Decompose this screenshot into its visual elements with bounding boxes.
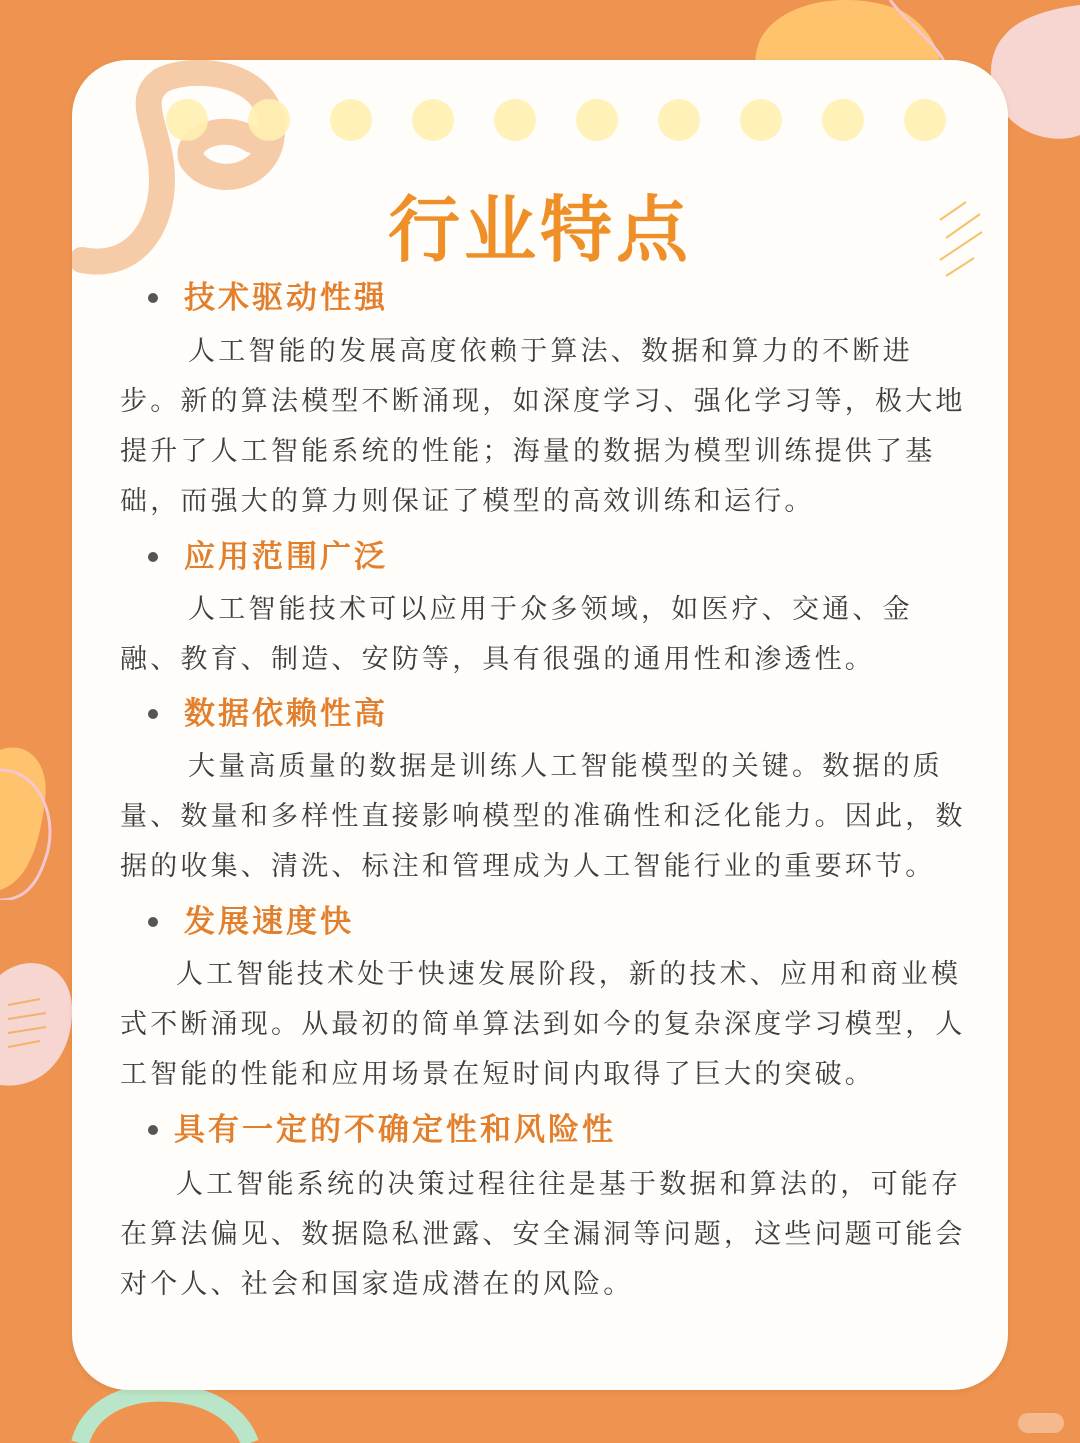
section-body-wide-application: 人工智能技术可以应用于众多领域，如医疗、交通、金融、教育、制造、安防等，具有很强的通用性和渗透性。 (120, 594, 913, 675)
yellow-blob-left (0, 740, 60, 900)
mint-ring-bottom (70, 1385, 260, 1443)
bullet-icon (148, 709, 158, 719)
page-title: 行业特点 (387, 188, 692, 272)
bullet-icon (148, 1125, 158, 1135)
section-heading-wide-application: 应用范围广泛 (148, 537, 388, 577)
bullet-icon (148, 552, 158, 562)
watermark-badge (1018, 1413, 1064, 1433)
section-heading-tech-driven: 技术驱动性强 (148, 278, 388, 318)
section-body-uncertainty-risk: 人工智能系统的决策过程往往是基于数据和算法的，可能存在算法偏见、数据隐私泄露、安全漏洞等问题，这些问题可能会对个人、社会和国家造成潜在的风险。 (120, 1169, 966, 1300)
bullet-icon (148, 293, 158, 303)
pink-blob-left (0, 955, 75, 1095)
section-heading-fast-development: 发展速度快 (148, 902, 354, 942)
section-heading-uncertainty-risk: 具有一定的不确定性和风险性 (148, 1110, 616, 1150)
section-body-tech-driven: 人工智能的发展高度依赖于算法、数据和算力的不断进步。新的算法模型不断涌现，如深度学习、强化学习等，极大地提升了人工智能系统的性能；海量的数据为模型训练提供了基础，而强大的算力则保证了模型的高效训练和运行。 (120, 336, 966, 517)
section-heading-data-dependency: 数据依赖性高 (148, 694, 388, 734)
bullet-icon (148, 917, 158, 927)
section-body-data-dependency: 大量高质量的数据是训练人工智能模型的关键。数据的质量、数量和多样性直接影响模型的准确性和泛化能力。因此，数据的收集、清洗、标注和管理成为人工智能行业的重要环节。 (120, 751, 966, 882)
section-body-fast-development: 人工智能技术处于快速发展阶段，新的技术、应用和商业模式不断涌现。从最初的简单算法到如今的复杂深度学习模型，人工智能的性能和应用场景在短时间内取得了巨大的突破。 (120, 959, 966, 1090)
